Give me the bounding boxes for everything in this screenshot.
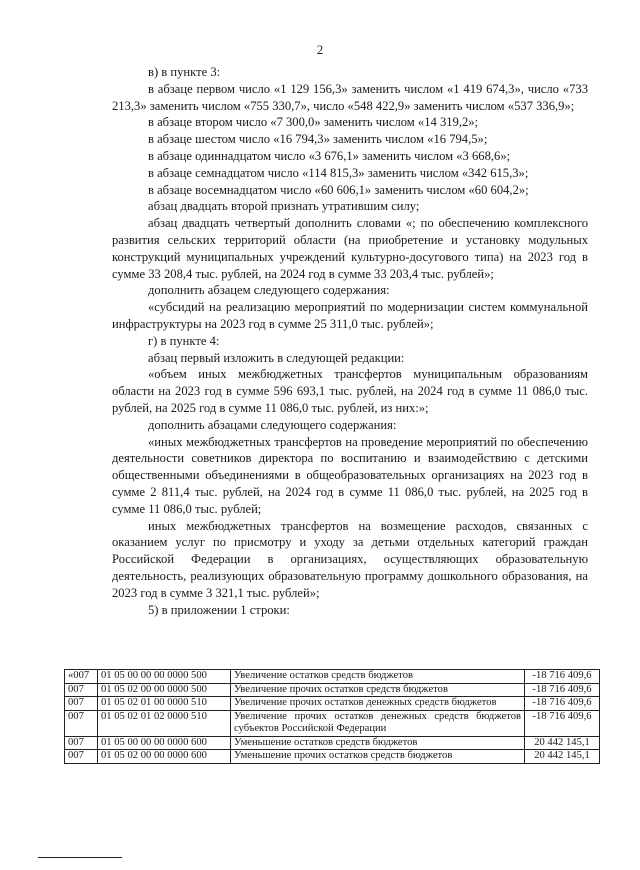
amount-cell: -18 716 409,6 bbox=[525, 683, 600, 697]
paragraph: г) в пункте 4: bbox=[148, 333, 220, 348]
budget-code-cell: 01 05 02 00 00 0000 600 bbox=[98, 750, 231, 764]
budget-code-cell: 01 05 02 00 00 0000 500 bbox=[98, 683, 231, 697]
admin-code-cell: 007 bbox=[65, 683, 98, 697]
paragraph: иных межбюджетных трансфертов на возмещение расходов, связанных с оказанием услуг по присмотру и уходу за детьми отдельных категорий граждан Российской Федерации в организациях, осуществляющих образовательную деятельность, реализующих образовательную программу дошкольного образования, на 2023 год в сумме 3 321,1 тыс. рублей»; bbox=[112, 518, 588, 600]
paragraph: в абзаце втором число «7 300,0» заменить числом «14 319,2»; bbox=[148, 115, 479, 130]
description-cell: Увеличение прочих остатков средств бюджетов bbox=[231, 683, 525, 697]
footer-divider bbox=[38, 857, 122, 858]
paragraph: в абзаце шестом число «16 794,3» заменить числом «16 794,5»; bbox=[148, 132, 488, 147]
budget-code-cell: 01 05 02 01 02 0000 510 bbox=[98, 710, 231, 736]
description-cell: Увеличение остатков средств бюджетов bbox=[231, 670, 525, 684]
amount-cell: -18 716 409,6 bbox=[525, 697, 600, 711]
paragraph: в) в пункте 3: bbox=[148, 65, 221, 79]
paragraph: дополнить абзацем следующего содержания: bbox=[148, 283, 390, 298]
table-row bbox=[65, 750, 600, 764]
document-body bbox=[112, 64, 588, 618]
table-row bbox=[65, 710, 600, 736]
paragraph: абзац двадцать четвертый дополнить словами «; по обеспечению комплексного развития сельских территорий области (на приобретение и установку модульных конструкций муниципальных учреждений культурно-досугового типа) на 2023 год в сумме 33 208,4 тыс. рублей, на 2024 год в сумме 33 203,4 тыс. рублей»; bbox=[112, 216, 588, 281]
amount-cell: 20 442 145,1 bbox=[525, 750, 600, 764]
paragraph: в абзаце восемнадцатом число «60 606,1» заменить числом «60 604,2»; bbox=[148, 182, 529, 197]
table-row bbox=[65, 670, 600, 684]
paragraph: дополнить абзацами следующего содержания: bbox=[148, 417, 397, 432]
table-row bbox=[65, 697, 600, 711]
paragraph: «иных межбюджетных трансфертов на проведение мероприятий по обеспечению деятельности советников директора по воспитанию и взаимодействию с детскими общественными объединениями в общеобразовательных организациях на 2023 год в сумме 2 811,4 тыс. рублей, на 2024 год в сумме 11 086,0 тыс. рублей, на 2025 год в сумме 11 086,0 тыс. рублей; bbox=[112, 434, 588, 516]
admin-code-cell: «007 bbox=[65, 670, 98, 684]
paragraph: в абзаце первом число «1 129 156,3» заменить числом «1 419 674,3», число «733 213,3» заменить числом «755 330,7», число «548 422,9» заменить числом «537 336,9»; bbox=[112, 81, 588, 113]
budget-code-cell: 01 05 00 00 00 0000 500 bbox=[98, 670, 231, 684]
paragraph: абзац двадцать второй признать утратившим силу; bbox=[148, 199, 420, 214]
table-row bbox=[65, 736, 600, 750]
table-row bbox=[65, 683, 600, 697]
description-cell: Уменьшение прочих остатков средств бюджетов bbox=[231, 750, 525, 764]
budget-code-cell: 01 05 02 01 00 0000 510 bbox=[98, 697, 231, 711]
budget-codes-table bbox=[64, 669, 600, 764]
paragraph: в абзаце одиннадцатом число «3 676,1» заменить числом «3 668,6»; bbox=[148, 148, 511, 163]
page-number: 2 bbox=[316, 42, 324, 57]
amount-cell: -18 716 409,6 bbox=[525, 670, 600, 684]
description-cell: Увеличение прочих остатков денежных средств бюджетов bbox=[231, 697, 525, 711]
admin-code-cell: 007 bbox=[65, 697, 98, 711]
description-cell: Уменьшение остатков средств бюджетов bbox=[231, 736, 525, 750]
paragraph: 5) в приложении 1 строки: bbox=[148, 602, 290, 617]
budget-code-cell: 01 05 00 00 00 0000 600 bbox=[98, 736, 231, 750]
paragraph: «объем иных межбюджетных трансфертов муниципальным образованиям области на 2023 год в сумме 596 693,1 тыс. рублей, на 2024 год в сумме 11 086,0 тыс. рублей, на 2025 год в сумме 11 086,0 тыс. рублей, из них:»; bbox=[112, 367, 588, 415]
paragraph: абзац первый изложить в следующей редакции: bbox=[148, 350, 405, 365]
amount-cell: -18 716 409,6 bbox=[525, 710, 600, 736]
admin-code-cell: 007 bbox=[65, 710, 98, 736]
description-cell: Увеличение прочих остатков денежных средств бюджетов субъектов Российской Федерации bbox=[231, 710, 525, 736]
paragraph: в абзаце семнадцатом число «114 815,3» заменить числом «342 615,3»; bbox=[148, 165, 529, 180]
admin-code-cell: 007 bbox=[65, 750, 98, 764]
paragraph: «субсидий на реализацию мероприятий по модернизации систем коммунальной инфраструктуры на 2023 год в сумме 25 311,0 тыс. рублей»; bbox=[112, 300, 588, 331]
amount-cell: 20 442 145,1 bbox=[525, 736, 600, 750]
admin-code-cell: 007 bbox=[65, 736, 98, 750]
